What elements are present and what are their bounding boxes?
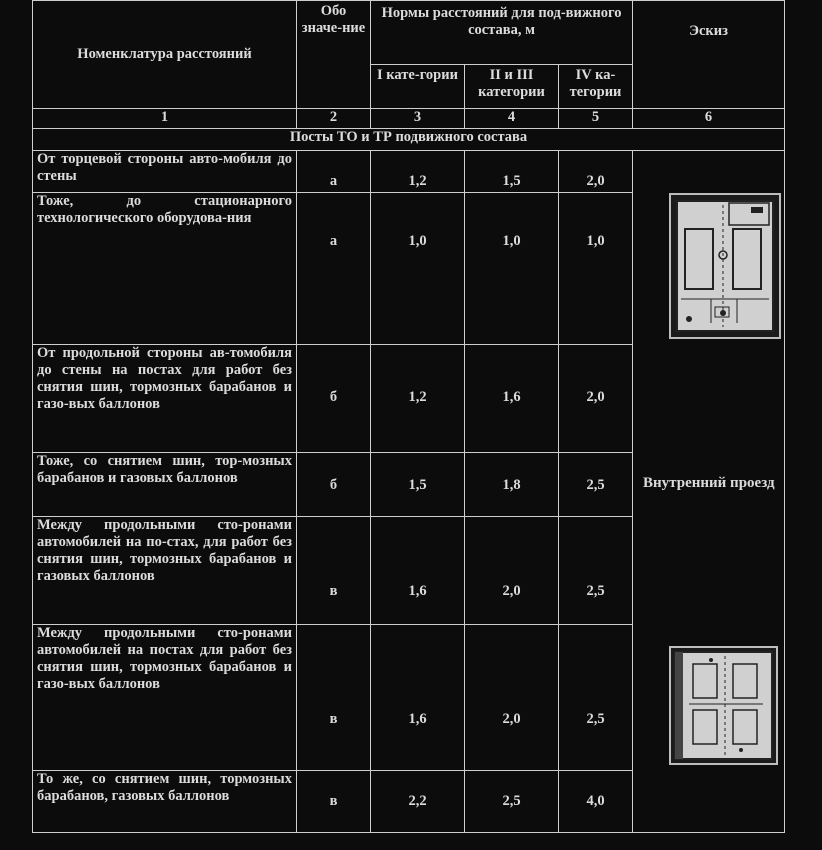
row-designation: а [297, 193, 371, 345]
table-row [33, 151, 785, 193]
row-cat23: 1,8 [465, 453, 559, 517]
header-cat23: II и III категории [465, 65, 559, 109]
header-norms: Нормы расстояний для под-вижного состава, м [371, 1, 633, 65]
row-cat1: 1,2 [371, 345, 465, 453]
col-number: 3 [371, 109, 465, 129]
col-number: 2 [297, 109, 371, 129]
col-number: 6 [633, 109, 785, 129]
row-cat1: 1,2 [371, 151, 465, 193]
row-cat23: 2,0 [465, 517, 559, 625]
row-name: Между продольными сто-ронами автомобилей на постах для работ без снятия шин, тормозных барабанов и газо-вых баллонов [33, 625, 297, 771]
row-name: Между продольными сто-ронами автомобилей на по-стах, для работ без снятия шин, тормозных барабанов и газовых баллонов [33, 517, 297, 625]
row-name: Тоже, со снятием шин, тор-мозных барабанов и газовых баллонов [33, 453, 297, 517]
row-cat4: 1,0 [559, 193, 633, 345]
row-cat1: 1,6 [371, 517, 465, 625]
row-cat4: 4,0 [559, 771, 633, 833]
passage-layout-sketch-icon [671, 648, 776, 763]
row-cat23: 2,0 [465, 625, 559, 771]
col-number: 5 [559, 109, 633, 129]
section-title: Посты ТО и ТР подвижного состава [33, 129, 785, 151]
section-row [33, 129, 785, 151]
column-numbers-row [33, 109, 785, 129]
row-cat4: 2,0 [559, 151, 633, 193]
row-designation: в [297, 625, 371, 771]
row-designation: в [297, 517, 371, 625]
inner-passage-label: Внутренний проезд [643, 475, 775, 491]
row-cat1: 1,5 [371, 453, 465, 517]
header-cat1: I кате-гории [371, 65, 465, 109]
row-name: То же, со снятием шин, тормозных барабанов, газовых баллонов [33, 771, 297, 833]
row-cat23: 1,5 [465, 151, 559, 193]
sketch-image-2 [669, 646, 778, 765]
row-designation: б [297, 345, 371, 453]
header-sketch: Эскиз [633, 1, 785, 109]
row-cat4: 2,5 [559, 625, 633, 771]
row-cat4: 2,0 [559, 345, 633, 453]
header-name: Номенклатура расстояний [33, 1, 297, 109]
row-name: От продольной стороны ав-томобиля до стены на постах для работ без снятия шин, тормозных барабанов и газо-вых баллонов [33, 345, 297, 453]
sketch-image-1 [669, 193, 781, 339]
row-name: От торцевой стороны авто-мобиля до стены [33, 151, 297, 193]
sketch-column [633, 151, 785, 833]
row-cat1: 1,6 [371, 625, 465, 771]
header-designation: Обо значе-ние [297, 1, 371, 109]
row-designation: б [297, 453, 371, 517]
row-cat4: 2,5 [559, 453, 633, 517]
row-cat23: 1,0 [465, 193, 559, 345]
row-designation: в [297, 771, 371, 833]
header-cat4: IV ка-тегории [559, 65, 633, 109]
header-row-1 [33, 1, 785, 65]
col-number: 1 [33, 109, 297, 129]
col-number: 4 [465, 109, 559, 129]
row-cat23: 2,5 [465, 771, 559, 833]
row-cat1: 2,2 [371, 771, 465, 833]
row-designation: а [297, 151, 371, 193]
post-layout-sketch-icon [671, 195, 779, 337]
distance-norms-table [32, 0, 785, 833]
row-cat1: 1,0 [371, 193, 465, 345]
row-name: Тоже, до стационарного технологического оборудова-ния [33, 193, 297, 345]
row-cat23: 1,6 [465, 345, 559, 453]
row-cat4: 2,5 [559, 517, 633, 625]
